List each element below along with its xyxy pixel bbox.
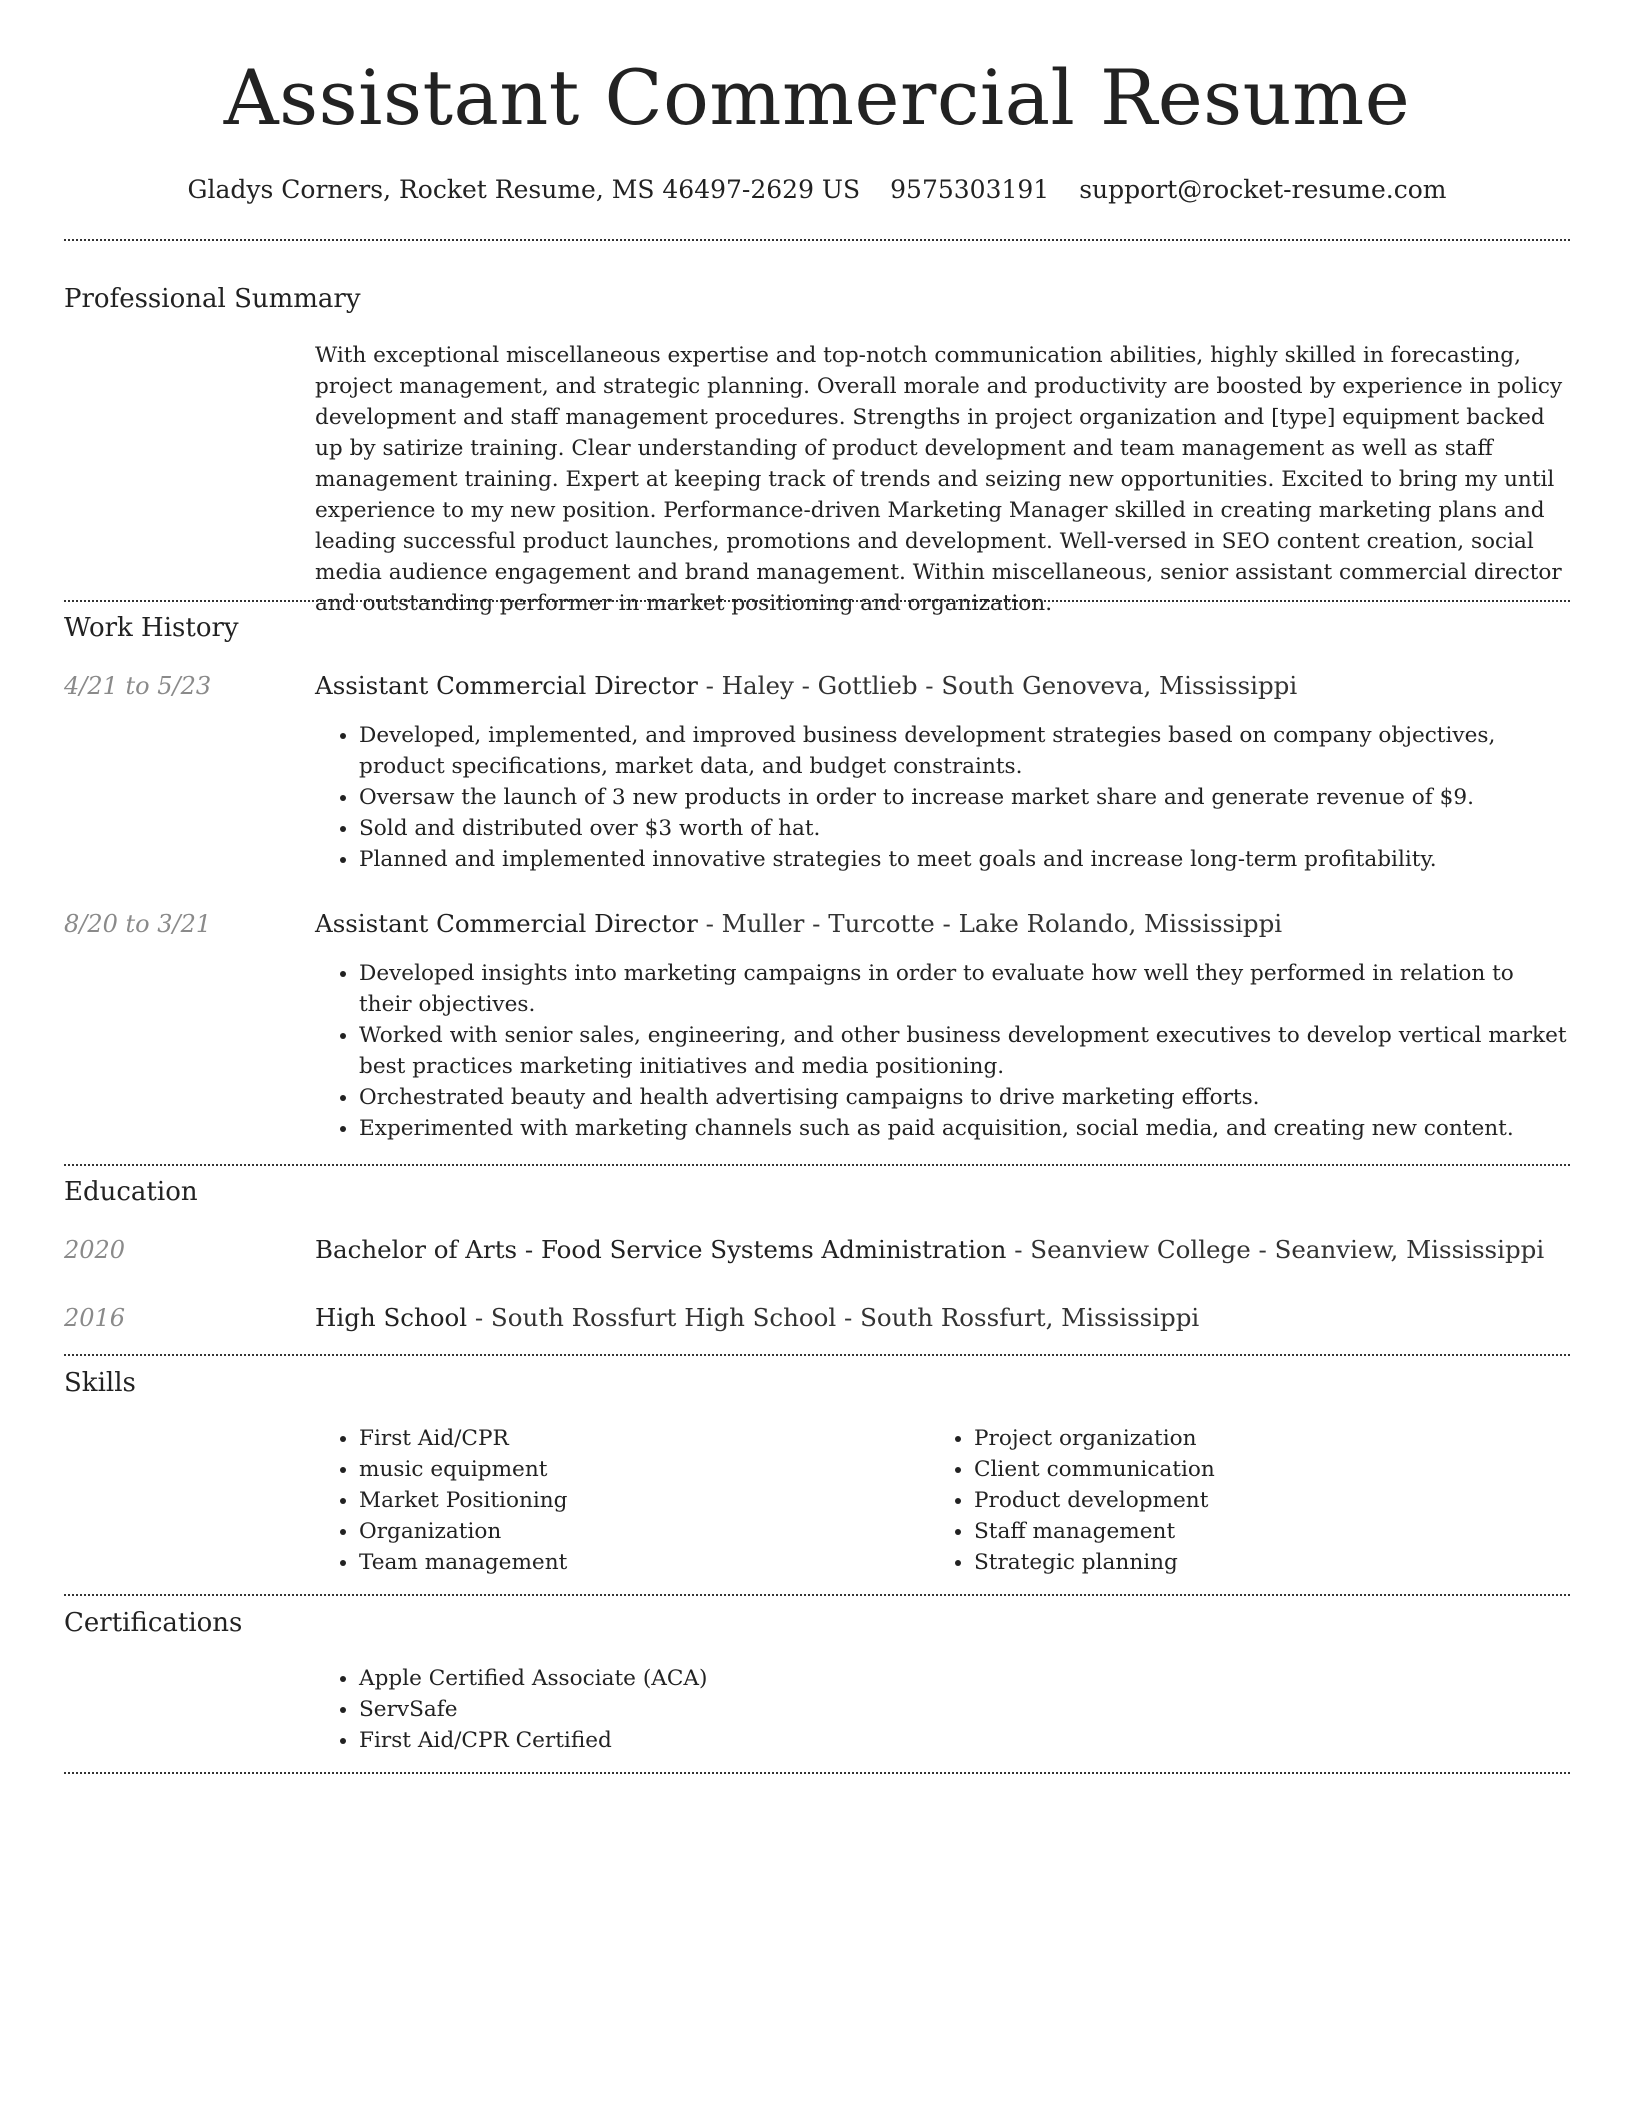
job-title [315,907,1282,941]
job-dates: 4/21 to 5/23 [64,672,212,700]
education-year: 2016 [64,1304,126,1332]
education-school: - Seanview College - Seanview, Mississippi [1006,1235,1545,1264]
contact-address: Gladys Corners, Rocket Resume, MS 46497-2629 US [187,175,861,204]
education-entry [315,1233,1544,1267]
section-divider [64,239,1570,241]
job-employer: - Muller - Turcotte - Lake Rolando, Mississippi [697,909,1283,938]
skills-list-left [315,1423,915,1578]
job-bullets [315,958,1571,1144]
job-dates: 8/20 to 3/21 [64,910,212,938]
list-item: • Orchestrated beauty and health advertising campaigns to drive marketing efforts. [359,1082,1571,1113]
list-item: • Client communication [974,1454,1530,1485]
skills-heading: Skills [64,1368,136,1398]
list-item: • Organization [359,1516,915,1547]
summary-text: With exceptional miscellaneous expertise and top-notch communication abilities, highly skilled in forecasting, project management, and strategic planning. Overall morale and productivity are boosted by experience in policy development and staff management procedures. Strengths in project organization and [type] equipment backed up by satirize training. Clear understanding of product development and team management as well as staff management training. Expert at keeping track of trends and seizing new opportunities. Excited to bring my until experience to my new position. Performance-driven Marketing Manager skilled in creating marketing plans and leading successful product launches, promotions and development. Well-versed in SEO content creation, social media audience engagement and brand management. Within miscellaneous, senior assistant commercial director and outstanding performer in market positioning and organization. [315,343,1563,616]
contact-email: support@rocket-resume.com [1079,175,1447,204]
list-item: • Experimented with marketing channels such as paid acquisition, social media, and creating new content. [359,1113,1571,1144]
skills-list-right [930,1423,1530,1578]
job-bullets [315,720,1571,875]
list-item: • Apple Certified Associate (ACA) [359,1663,1571,1694]
summary-heading: Professional Summary [64,284,361,314]
resume-title: Assistant Commercial Resume [223,53,1411,142]
contact-phone: 9575303191 [890,175,1050,204]
list-item: • Sold and distributed over $3 worth of hat. [359,813,1571,844]
education-school: - South Rossfurt High School - South Rossfurt, Mississippi [467,1303,1200,1332]
list-item: • Product development [974,1485,1530,1516]
section-divider [64,1594,1570,1596]
section-divider [64,1772,1570,1774]
section-divider [64,600,1570,602]
list-item: • Strategic planning [974,1547,1530,1578]
education-heading: Education [64,1177,198,1207]
list-item: • Planned and implemented innovative strategies to meet goals and increase long-term profitability. [359,844,1571,875]
list-item: • Developed insights into marketing campaigns in order to evaluate how well they performed in relation to their objectives. [359,958,1571,1020]
job-title [315,669,1297,703]
education-degree: High School [315,1303,468,1332]
list-item: • First Aid/CPR [359,1423,915,1454]
list-item: • Market Positioning [359,1485,915,1516]
education-year: 2020 [64,1236,126,1264]
list-item: • Worked with senior sales, engineering, and other business development executives to develop vertical market best practices marketing initiatives and media positioning. [359,1020,1571,1082]
work-history-heading: Work History [64,613,239,643]
education-entry [315,1301,1199,1335]
contact-line [64,170,1570,210]
list-item: • Developed, implemented, and improved business development strategies based on company objectives, product specifications, market data, and budget constraints. [359,720,1571,782]
section-divider [64,1164,1570,1166]
section-divider [64,1354,1570,1356]
list-item: • Team management [359,1547,915,1578]
job-role: Assistant Commercial Director [315,671,698,700]
list-item: • Staff management [974,1516,1530,1547]
education-degree: Bachelor of Arts - Food Service Systems Administration [315,1235,1007,1264]
list-item: • First Aid/CPR Certified [359,1725,1571,1756]
list-item: • Project organization [974,1423,1530,1454]
certifications-list [315,1663,1571,1756]
job-role: Assistant Commercial Director [315,909,698,938]
list-item: • music equipment [359,1454,915,1485]
list-item: • Oversaw the launch of 3 new products in order to increase market share and generate revenue of $9. [359,782,1571,813]
certifications-heading: Certifications [64,1608,243,1638]
list-item: • ServSafe [359,1694,1571,1725]
job-employer: - Haley - Gottlieb - South Genoveva, Mississippi [697,671,1298,700]
